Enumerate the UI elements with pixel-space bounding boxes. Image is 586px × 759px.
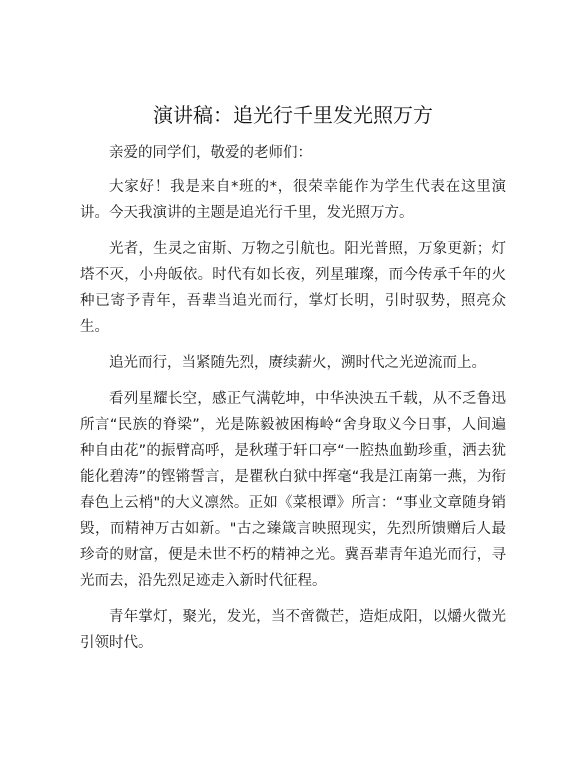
light-paragraph: 光者，生灵之宙斯、万物之引航也。阳光普照，万象更新；灯塔不灭，小舟皈依。时代有如长夜，列星璀璨，而今传承千年的火种已寄予青年，吾辈当追光而行，掌灯长明，引时驭势，照亮众生。 [80, 241, 506, 335]
history-paragraph: 看列星耀长空，感正气满乾坤，中华泱泱五千载，从不乏鲁迅所言“民族的脊梁”，光是陈毅被困梅岭“舍身取义今日事，人间遍种自由花”的振臂高呼，是秋瑾于轩口亭“一腔热血勤珍重，洒去犹能化碧涛”的铿锵誓言，是瞿秋白狱中挥毫“我是江南第一燕，为衔春色上云梢"的大义凛然。正如《菜根谭》所言：“事业文章随身销毁，而精神万古如新。"古之臻箴言映照现实，先烈所馈赠后人最珍奇的财富，便是未世不朽的精神之光。冀吾辈青年追光而行，寻光而去，沿先烈足迹走入新时代征程。 [80, 391, 506, 589]
document-title: 演讲稿：追光行千里发光照万方 [153, 103, 433, 127]
document-body [80, 140, 506, 666]
greeting-paragraph: 亲爱的同学们，敬爱的老师们： [109, 145, 312, 161]
youth-paragraph: 青年掌灯，聚光，发光，当不啻微芒，造炬成阳，以爝火微光引领时代。 [80, 609, 506, 651]
follow-martyrs-paragraph: 追光而行，当紧随先烈，赓续薪火，溯时代之光逆流而上。 [109, 355, 486, 371]
intro-paragraph: 大家好！我是来自*班的*，很荣幸能作为学生代表在这里演讲。今天我演讲的主题是追光行千里，发光照万方。 [80, 179, 506, 221]
